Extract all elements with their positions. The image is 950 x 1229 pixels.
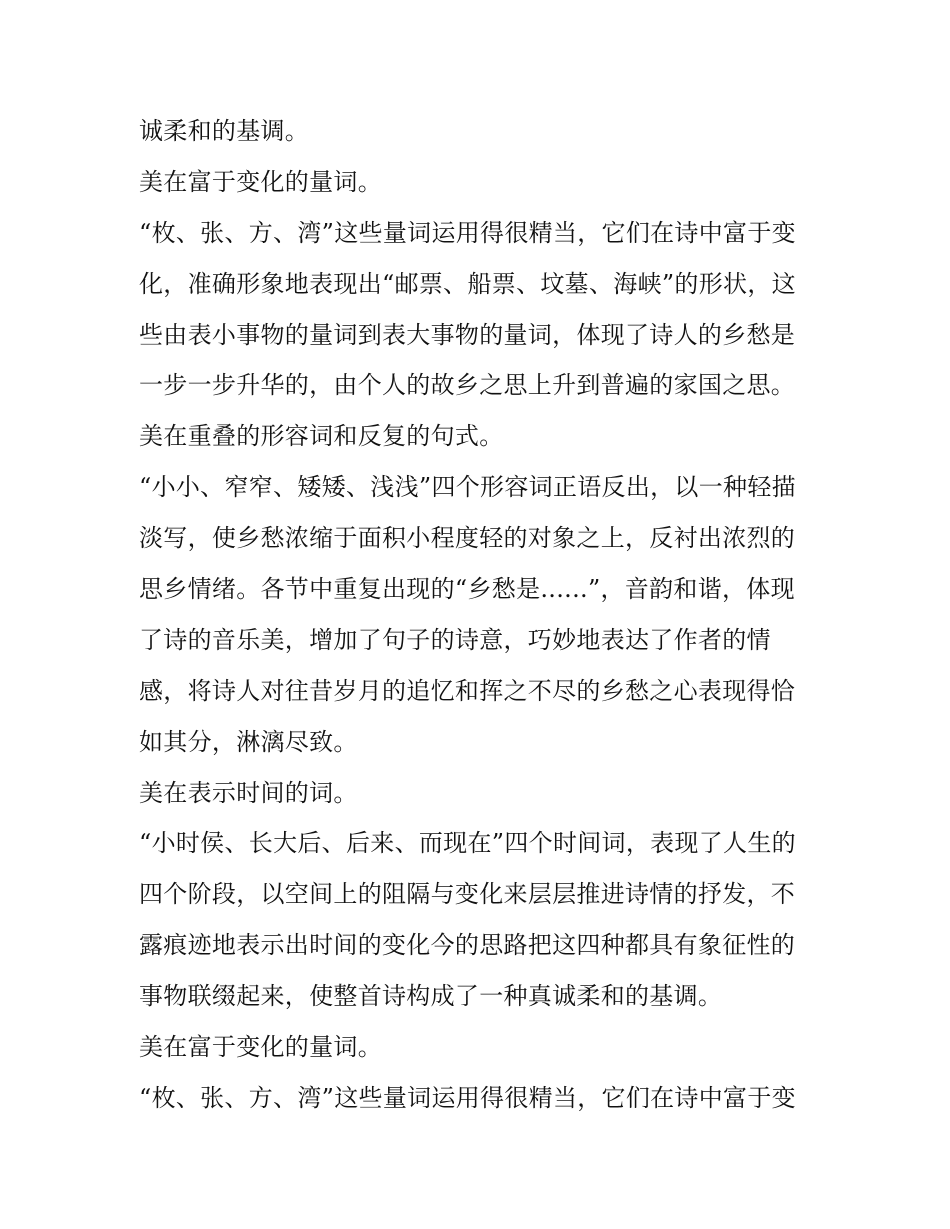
text-line: 淡写，使乡愁浓缩于面积小程度轻的对象之上，反衬出浓烈的	[139, 524, 796, 553]
text-line: “枚、张、方、湾”这些量词运用得很精当，它们在诗中富于变	[139, 1083, 796, 1112]
text-line: “枚、张、方、湾”这些量词运用得很精当，它们在诗中富于变	[139, 218, 796, 247]
document-body	[139, 106, 829, 1124]
text-line: 如其分，淋漓尽致。	[139, 727, 358, 756]
text-line: 事物联缀起来，使整首诗构成了一种真诚柔和的基调。	[139, 982, 723, 1011]
section-heading: 美在富于变化的量词。	[139, 1033, 382, 1062]
text-line: 露痕迹地表示出时间的变化今的思路把这四种都具有象征性的	[139, 931, 796, 960]
text-line: 四个阶段，以空间上的阻隔与变化来层层推进诗情的抒发，不	[139, 880, 796, 909]
section-heading: 美在重叠的形容词和反复的句式。	[139, 422, 504, 451]
section-heading: 美在富于变化的量词。	[139, 167, 382, 196]
text-line: 感，将诗人对往昔岁月的追忆和挥之不尽的乡愁之心表现得恰	[139, 676, 796, 705]
text-line: “小时侯、长大后、后来、而现在”四个时间词，表现了人生的	[139, 829, 796, 858]
text-line: 了诗的音乐美，增加了句子的诗意，巧妙地表达了作者的情	[139, 625, 771, 654]
text-line: “小小、窄窄、矮矮、浅浅”四个形容词正语反出，以一种轻描	[139, 473, 796, 502]
text-line: 化，准确形象地表现出“邮票、船票、坟墓、海峡”的形状，这	[139, 269, 796, 298]
text-line: 一步一步升华的，由个人的故乡之思上升到普遍的家国之思。	[139, 371, 796, 400]
text-line: 些由表小事物的量词到表大事物的量词，体现了诗人的乡愁是	[139, 320, 796, 349]
section-heading: 美在表示时间的词。	[139, 778, 358, 807]
text-line: 思乡情绪。各节中重复出现的“乡愁是......”，音韵和谐，体现	[139, 575, 795, 604]
text-line: 诚柔和的基调。	[139, 117, 310, 145]
